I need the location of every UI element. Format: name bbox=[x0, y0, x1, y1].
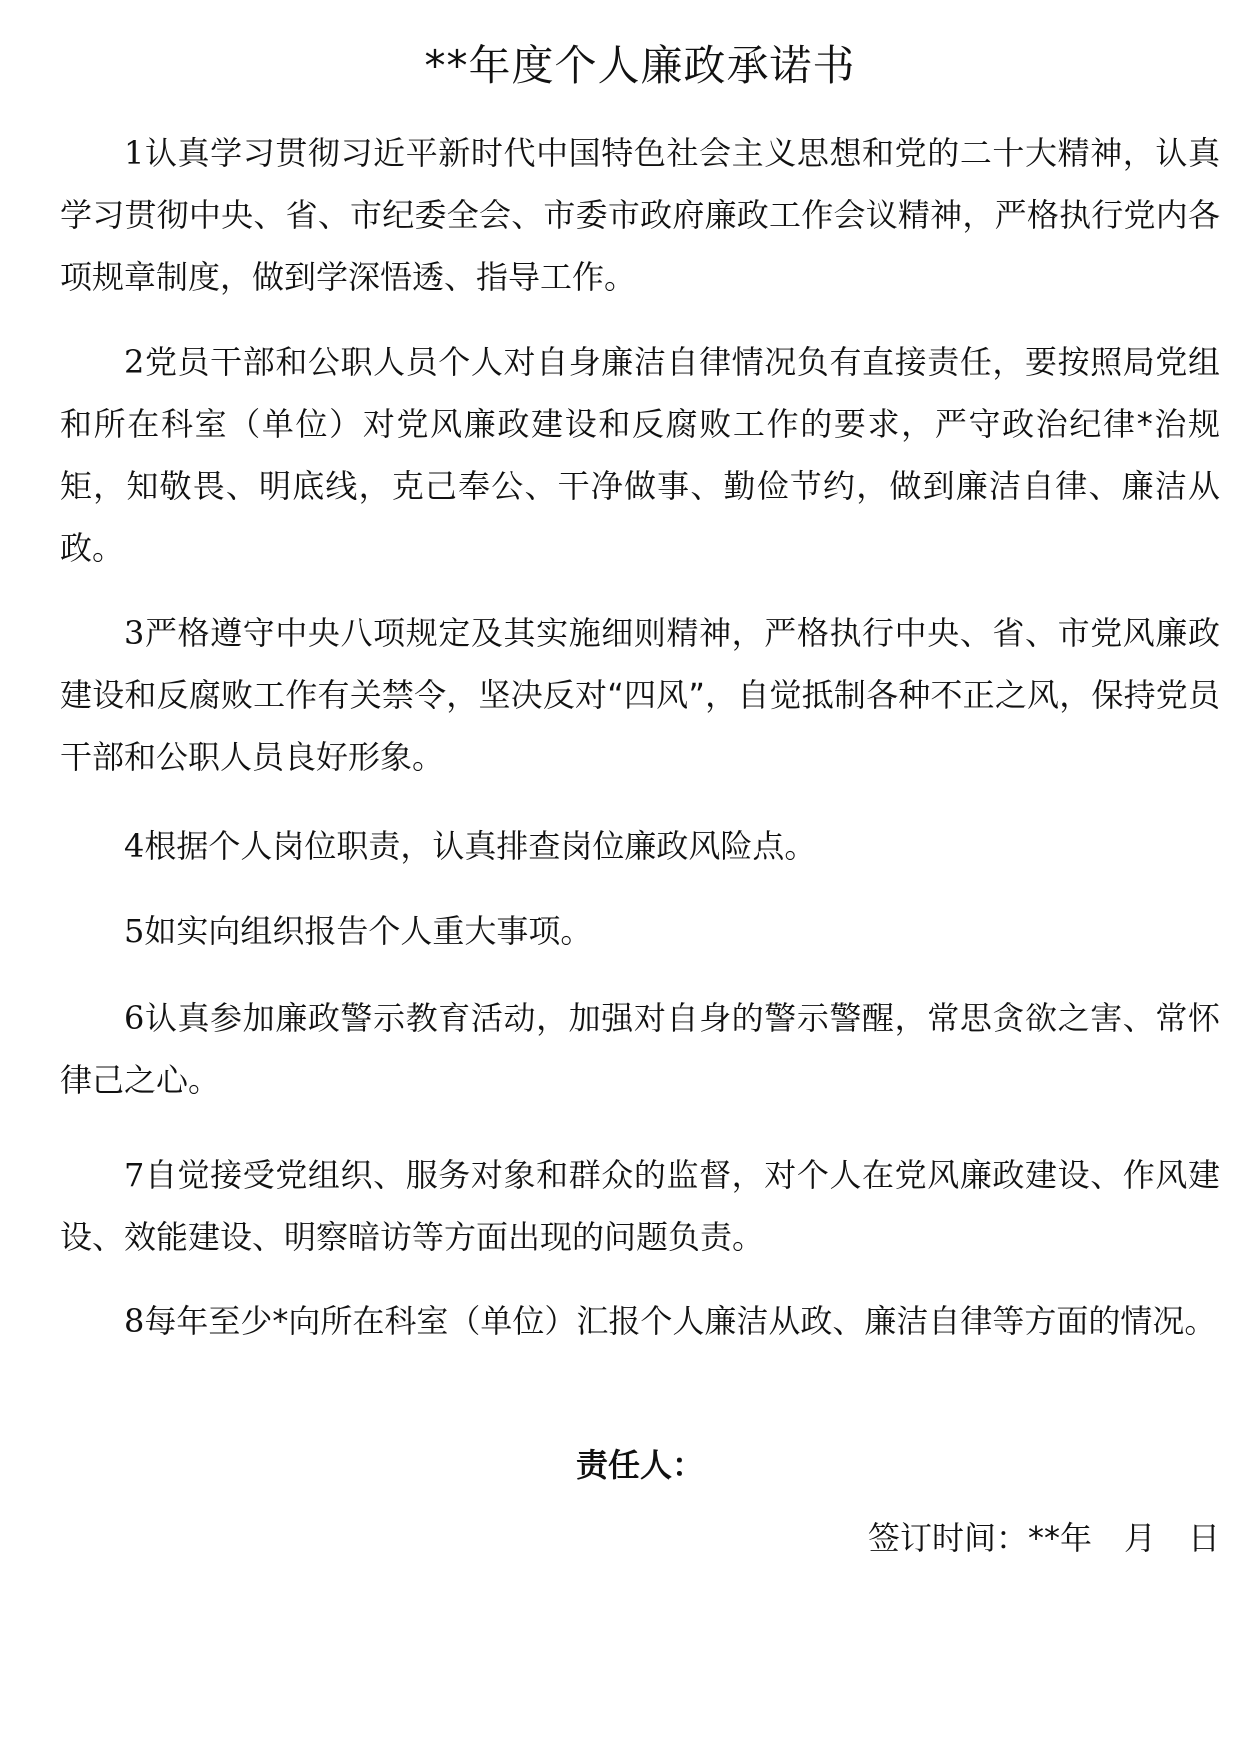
item-number: 3 bbox=[124, 614, 145, 652]
commitment-item-7 bbox=[60, 1144, 1220, 1268]
commitment-item-4 bbox=[60, 815, 1220, 877]
sign-date: 签订时间：**年 月 日 bbox=[867, 1519, 1220, 1557]
commitment-item-2 bbox=[60, 331, 1220, 579]
item-number: 5 bbox=[124, 912, 145, 950]
item-text: 如实向组织报告个人重大事项。 bbox=[144, 912, 593, 950]
commitment-item-1 bbox=[60, 122, 1220, 308]
commitment-item-8 bbox=[60, 1290, 1220, 1352]
item-text: 认真参加廉政警示教育活动，加强对自身的警示警醒，常思贪欲之害、常怀律己之心。 bbox=[60, 999, 1220, 1099]
item-number: 7 bbox=[124, 1156, 145, 1194]
item-number: 6 bbox=[124, 999, 145, 1037]
commitment-item-6 bbox=[60, 987, 1220, 1111]
item-text: 认真学习贯彻习近平新时代中国特色社会主义思想和党的二十大精神，认真学习贯彻中央、省、市纪委全会、市委市政府廉政工作会议精神，严格执行党内各项规章制度，做到学深悟透、指导工作。 bbox=[60, 134, 1220, 296]
item-text: 党员干部和公职人员个人对自身廉洁自律情况负有直接责任，要按照局党组和所在科室（单位）对党风廉政建设和反腐败工作的要求，严守政治纪律*治规矩，知敬畏、明底线，克己奉公、干净做事、勤俭节约，做到廉洁自律、廉洁从政。 bbox=[60, 343, 1220, 567]
item-text: 严格遵守中央八项规定及其实施细则精神，严格执行中央、省、市党风廉政建设和反腐败工作有关禁令，坚决反对“四风”，自觉抵制各种不正之风，保持党员干部和公职人员良好形象。 bbox=[60, 614, 1220, 776]
item-number: 2 bbox=[124, 343, 145, 381]
commitment-item-3 bbox=[60, 602, 1220, 788]
commitment-item-5 bbox=[60, 900, 1220, 962]
item-text: 自觉接受党组织、服务对象和群众的监督，对个人在党风廉政建设、作风建设、效能建设、明察暗访等方面出现的问题负责。 bbox=[60, 1156, 1220, 1256]
item-text: 根据个人岗位职责，认真排查岗位廉政风险点。 bbox=[144, 827, 817, 865]
item-number: 1 bbox=[124, 134, 145, 172]
document-title: **年度个人廉政承诺书 bbox=[424, 41, 856, 90]
item-number: 8 bbox=[124, 1302, 145, 1340]
document-page bbox=[60, 0, 1220, 1754]
signer-label: 责任人： bbox=[575, 1446, 704, 1484]
item-number: 4 bbox=[124, 827, 145, 865]
item-text: 每年至少*向所在科室（单位）汇报个人廉洁从政、廉洁自律等方面的情况。 bbox=[144, 1302, 1217, 1340]
